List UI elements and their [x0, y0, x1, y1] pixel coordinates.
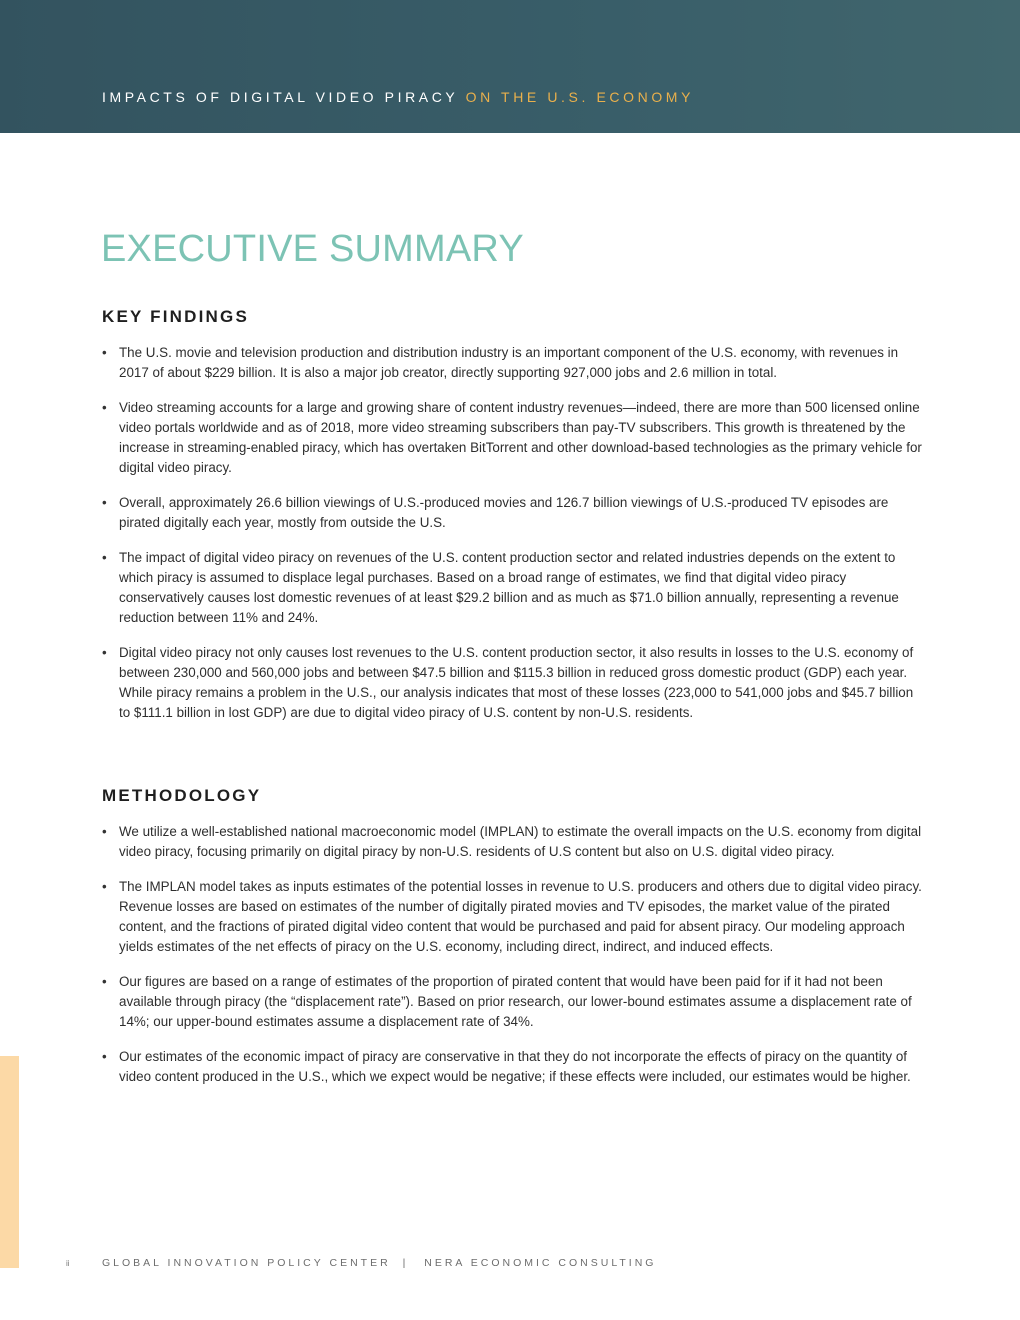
- report-title-main: IMPACTS OF DIGITAL VIDEO PIRACY: [102, 89, 459, 105]
- report-title-accent: ON THE U.S. ECONOMY: [465, 89, 695, 105]
- list-item: • Our figures are based on a range of estimates of the proportion of pirated content that would have been paid for if it had not been available through piracy (the “displacement rate”). Based on prior research, our lower-bound estimates assume a displacement rate of 14%; our upper-bound estimates assume a displacement rate of 34%.: [102, 974, 912, 1029]
- footer: [102, 1257, 656, 1269]
- list-item: • The U.S. movie and television production and distribution industry is an important component of the U.S. economy, with revenues in 2017 of about $229 billion. It is also a major job creator, directly supporting 927,000 jobs and 2.6 million in total.: [102, 345, 899, 380]
- header-band: [0, 0, 1020, 133]
- list-item: • Our estimates of the economic impact of piracy are conservative in that they do not incorporate the effects of piracy on the quantity of video content produced in the U.S., which we expect would be negative; if these effects were included, our estimates would be higher.: [102, 1049, 911, 1084]
- bullet-icon: •: [102, 879, 107, 894]
- list-item: • Video streaming accounts for a large and growing share of content industry revenues—indeed, there are more than 500 licensed online video portals worldwide and as of 2018, more video streaming subscribers than pay-TV subscribers. This growth is threatened by the increase in streaming-enabled piracy, which has overtaken BitTorrent and other download-based technologies as the primary vehicle for digital video piracy.: [102, 400, 922, 475]
- bullet-icon: •: [102, 974, 107, 989]
- bullet-icon: •: [102, 550, 107, 565]
- list-item: • Overall, approximately 26.6 billion viewings of U.S.-produced movies and 126.7 billion viewings of U.S.-produced TV episodes are pirated digitally each year, mostly from outside the U.S.: [102, 495, 889, 530]
- bullet-icon: •: [102, 495, 107, 510]
- list-item: • The IMPLAN model takes as inputs estimates of the potential losses in revenue to U.S. producers and others due to digital video piracy. Revenue losses are based on estimates of the number of digitally pirated movies and TV episodes, the market value of the pirated content, and the fractions of pirated digital video content that would be purchased and paid for absent piracy. Our modeling approach yields estimates of the net effects of piracy on the U.S. economy, including direct, indirect, and induced effects.: [102, 879, 922, 954]
- report-title: [102, 89, 694, 105]
- methodology-heading: METHODOLOGY: [102, 786, 262, 805]
- list-item: • The impact of digital video piracy on revenues of the U.S. content production sector and related industries depends on the extent to which piracy is assumed to displace legal purchases. Based on a broad range of estimates, we find that digital video piracy conservatively causes lost domestic revenues of at least $29.2 billion and as much as $71.0 billion annually, representing a revenue reduction between 11% and 24%.: [102, 550, 899, 625]
- page-title: EXECUTIVE SUMMARY: [101, 228, 524, 270]
- footer-partner: NERA ECONOMIC CONSULTING: [424, 1257, 657, 1269]
- page-number: ii: [66, 1259, 70, 1268]
- methodology-list: [102, 822, 922, 1102]
- footer-separator: |: [402, 1257, 409, 1269]
- footer-organization: GLOBAL INNOVATION POLICY CENTER: [102, 1257, 391, 1269]
- list-item: • We utilize a well-established national macroeconomic model (IMPLAN) to estimate the overall impacts on the U.S. economy from digital video piracy, focusing primarily on digital piracy by non-U.S. residents of U.S content but also on U.S. digital video piracy.: [102, 824, 922, 859]
- side-accent-bar: [0, 1056, 19, 1268]
- bullet-icon: •: [102, 400, 107, 415]
- bullet-icon: •: [102, 824, 107, 839]
- bullet-icon: •: [102, 345, 107, 360]
- bullet-icon: •: [102, 1049, 107, 1064]
- list-item: • Digital video piracy not only causes lost revenues to the U.S. content production sector, it also results in losses to the U.S. economy of between 230,000 and 560,000 jobs and between $47.5 billion and $115.3 billion in reduced gross domestic product (GDP) each year. While piracy remains a problem in the U.S., our analysis indicates that most of these losses (223,000 to 541,000 jobs and $45.7 billion to $111.1 billion in lost GDP) are due to digital video piracy of U.S. content by non-U.S. residents.: [102, 645, 914, 720]
- bullet-icon: •: [102, 645, 107, 660]
- key-findings-heading: KEY FINDINGS: [102, 307, 249, 326]
- key-findings-list: [102, 343, 922, 738]
